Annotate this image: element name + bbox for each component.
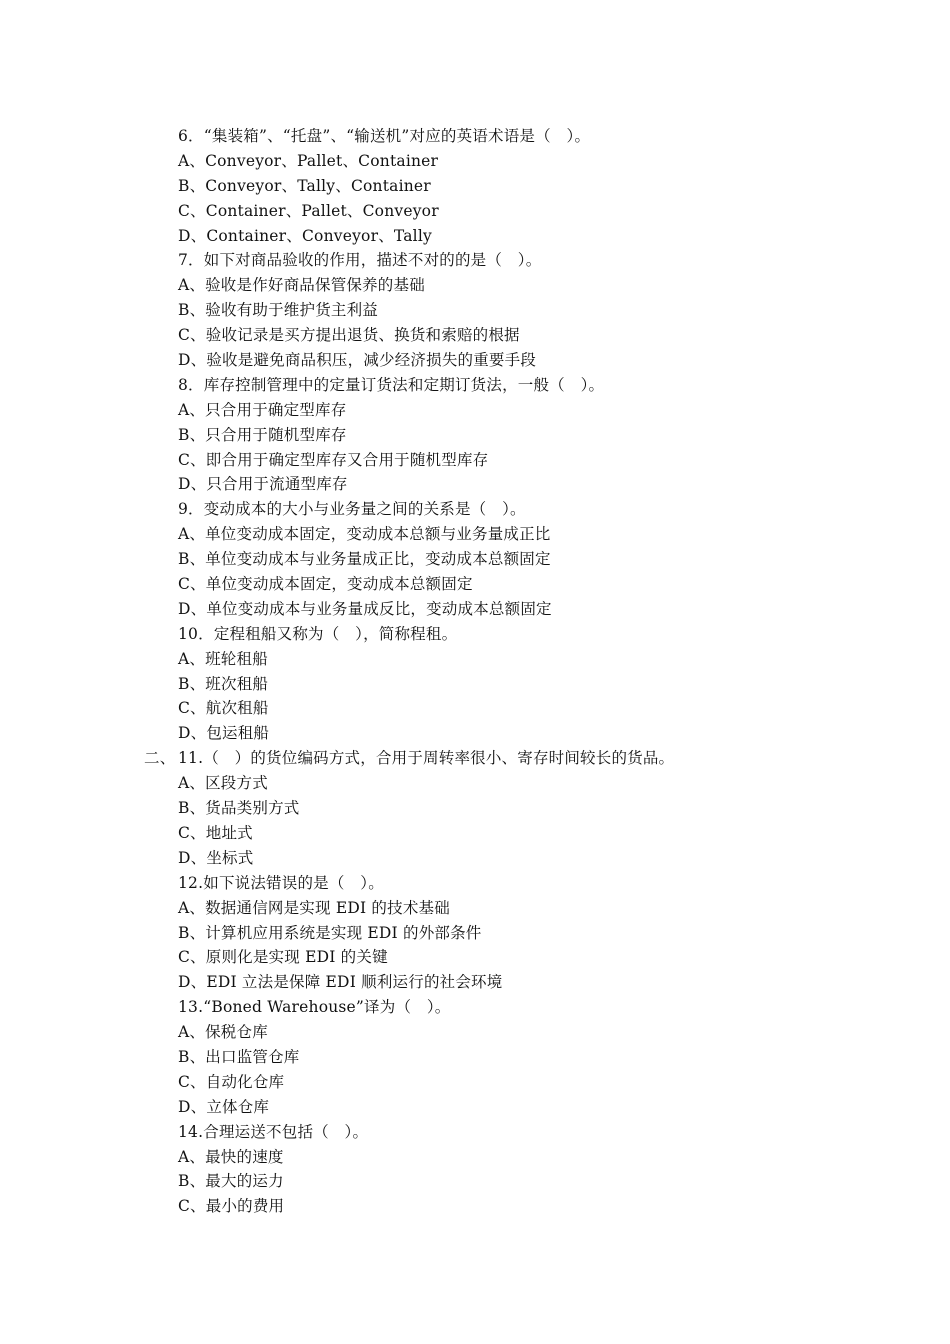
question-text: 7．如下对商品验收的作用，描述不对的的是（ ）。: [178, 251, 542, 270]
option-d: D、坐标式: [178, 848, 254, 867]
question-text: 6．“集装箱”、“托盘”、“输送机”对应的英语术语是（ ）。: [178, 127, 591, 145]
question-6: [178, 124, 878, 248]
option-a: A、验收是作好商品保管保养的基础: [178, 276, 425, 295]
question-stem: [178, 871, 878, 896]
option-b: B、单位变动成本与业务量成正比，变动成本总额固定: [178, 550, 551, 569]
option-c: C、原则化是实现 EDI 的关键: [178, 948, 388, 967]
option-d: D、Container、Conveyor、Tally: [178, 226, 432, 245]
option-c: C、单位变动成本固定，变动成本总额固定: [178, 575, 473, 594]
option-c: C、航次租船: [178, 699, 269, 718]
option-c: C、即合用于确定型库存又合用于随机型库存: [178, 450, 489, 469]
question-text: 12.如下说法错误的是（ ）。: [178, 873, 384, 892]
option-a: A、数据通信网是实现 EDI 的技术基础: [178, 898, 450, 917]
question-8: [178, 373, 878, 497]
option-b: B、验收有助于维护货主利益: [178, 301, 378, 320]
question-stem: [178, 995, 878, 1020]
question-7: [178, 248, 878, 372]
question-14: [178, 1120, 878, 1220]
option-b: B、出口监管仓库: [178, 1047, 300, 1066]
question-stem: [178, 248, 878, 273]
question-11: [144, 746, 878, 870]
option-a: A、最快的速度: [178, 1147, 284, 1166]
section-prefix: 二、: [144, 749, 176, 768]
question-12: [178, 871, 878, 995]
option-d: D、立体仓库: [178, 1097, 270, 1116]
question-stem: [178, 1120, 878, 1145]
option-b: B、只合用于随机型库存: [178, 425, 347, 444]
question-text: 10．定程租船又称为（ ），简称程租。: [178, 624, 458, 643]
question-text: 13.“Boned Warehouse”译为（ ）。: [178, 998, 451, 1017]
option-d: D、只合用于流通型库存: [178, 475, 348, 494]
option-a: A、Conveyor、Pallet、Container: [178, 151, 439, 170]
option-c: C、Container、Pallet、Conveyor: [178, 201, 439, 220]
option-a: A、只合用于确定型库存: [178, 400, 347, 419]
question-text: 11.（ ）的货位编码方式，合用于周转率很小、寄存时间较长的货品。: [178, 749, 675, 768]
question-text: 9．变动成本的大小与业务量之间的关系是（ ）。: [178, 500, 526, 519]
question-13: [178, 995, 878, 1119]
question-stem: [144, 746, 878, 771]
option-c: C、地址式: [178, 823, 253, 842]
question-list: [144, 124, 878, 1219]
option-d: D、EDI 立法是保障 EDI 顺利运行的社会环境: [178, 973, 503, 992]
option-b: B、Conveyor、Tally、Container: [178, 176, 431, 195]
option-c: C、验收记录是买方提出退货、换货和索赔的根据: [178, 326, 520, 345]
option-c: C、自动化仓库: [178, 1072, 285, 1091]
option-b: B、最大的运力: [178, 1172, 284, 1191]
question-stem: [178, 497, 878, 522]
question-text: 14.合理运送不包括（ ）。: [178, 1122, 369, 1141]
question-stem: [178, 622, 878, 647]
option-b: B、计算机应用系统是实现 EDI 的外部条件: [178, 923, 482, 942]
option-c: C、最小的费用: [178, 1197, 285, 1216]
option-a: A、保税仓库: [178, 1023, 268, 1042]
question-9: [178, 497, 878, 621]
question-stem: [178, 373, 878, 398]
option-b: B、班次租船: [178, 674, 269, 693]
option-d: D、验收是避免商品积压，减少经济损失的重要手段: [178, 351, 537, 370]
option-d: D、包运租船: [178, 724, 270, 743]
option-a: A、单位变动成本固定，变动成本总额与业务量成正比: [178, 525, 551, 544]
question-stem: [178, 124, 878, 149]
question-text: 8．库存控制管理中的定量订货法和定期订货法，一般（ ）。: [178, 375, 605, 394]
question-10: [178, 622, 878, 746]
option-b: B、货品类别方式: [178, 799, 300, 818]
option-a: A、区段方式: [178, 774, 268, 793]
option-d: D、单位变动成本与业务量成反比，变动成本总额固定: [178, 599, 552, 618]
option-a: A、班轮租船: [178, 649, 268, 668]
